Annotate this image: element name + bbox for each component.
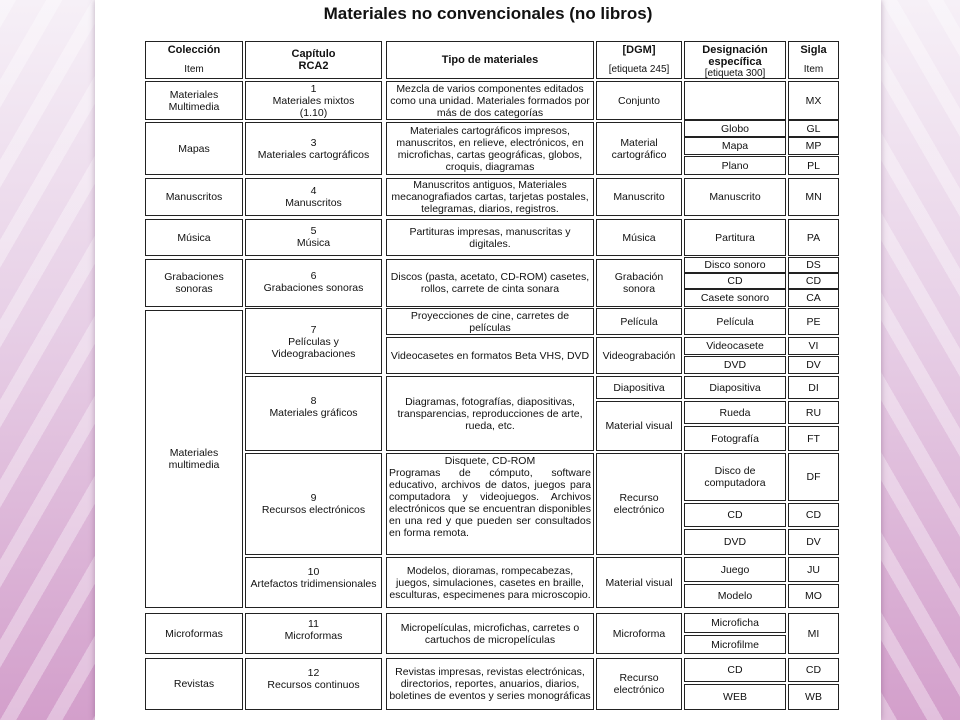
tipo-electronicos-title: Disquete, CD-ROM <box>444 455 536 467</box>
sigla-plano: PL <box>788 156 839 175</box>
capitulo-manuscritos <box>245 178 382 216</box>
capitulo-number: 8 <box>310 395 317 407</box>
capitulo-number: 7 <box>310 324 317 336</box>
designacion-globo: Globo <box>684 120 786 137</box>
designacion-modelo: Modelo <box>684 584 786 608</box>
coleccion-mapas: Mapas <box>145 122 243 175</box>
header-dgm <box>596 41 682 79</box>
sigla-cd: CD <box>788 273 839 289</box>
designacion-rueda: Rueda <box>684 401 786 424</box>
sigla-dvd: DV <box>788 529 839 555</box>
designacion-pelicula: Película <box>684 308 786 335</box>
capitulo-number: 5 <box>310 225 317 237</box>
sigla-casete-sonoro: CA <box>788 289 839 307</box>
sigla-disco-computadora: DF <box>788 453 839 501</box>
dgm-mixtos: Conjunto <box>596 81 682 120</box>
capitulo-number: 6 <box>310 270 317 282</box>
coleccion-musica: Música <box>145 219 243 256</box>
header-dgm-sub: [etiqueta 245] <box>608 64 670 75</box>
designacion-microfilme: Microfilme <box>684 635 786 654</box>
sigla-fotografia: FT <box>788 426 839 451</box>
capitulo-number: 11 <box>308 618 319 630</box>
capitulo-artefactos <box>245 557 382 608</box>
capitulo-name: Grabaciones sonoras <box>263 282 364 294</box>
capitulo-mapas <box>245 122 382 175</box>
tipo-graficos: Diagramas, fotografías, diapositivas, transparencias, reproducciones de arte, rueda, etc. <box>386 376 594 451</box>
capitulo-name: Materiales gráficos <box>269 407 358 419</box>
capitulo-number: 12 <box>307 667 320 679</box>
coleccion-mixtos: Materiales Multimedia <box>145 81 243 120</box>
capitulo-rule: (1.10) <box>299 107 328 119</box>
tipo-manuscritos: Manuscritos antiguos, Materiales mecanografiados cartas, tarjetas postales, telegramas, diarios, registros. <box>386 178 594 216</box>
capitulo-name: Música <box>296 237 331 249</box>
right-decorative-border <box>881 0 960 720</box>
tipo-microformas: Micropelículas, microfichas, carretes o cartuchos de micropelículas <box>386 613 594 654</box>
capitulo-number: 4 <box>310 185 317 197</box>
capitulo-musica <box>245 219 382 256</box>
designacion-microficha: Microficha <box>684 613 786 633</box>
capitulo-microformas <box>245 613 382 654</box>
sigla-partitura: PA <box>788 219 839 256</box>
tipo-electronicos-text: Programas de cómputo, software educativo, archivos de datos, juegos para computadora y videojuegos. Archivos electrónicos que se encuentran disponibles en una red y que pueden ser consultados en forma remota. <box>389 467 591 539</box>
header-sigla-sub: Item <box>803 64 824 75</box>
designacion-disco-computadora: Disco de computadora <box>684 453 786 501</box>
capitulo-name: Películas y Videograbaciones <box>271 336 356 360</box>
designacion-web: WEB <box>684 684 786 710</box>
sigla-mapa: MP <box>788 137 839 155</box>
header-coleccion-label: Colección <box>167 44 221 56</box>
dgm-musica: Música <box>596 219 682 256</box>
header-capitulo <box>245 41 382 79</box>
sigla-diapositiva: DI <box>788 376 839 399</box>
dgm-material-visual: Material visual <box>596 401 682 451</box>
capitulo-name: Materiales mixtos <box>272 95 355 107</box>
sigla-videocasete: VI <box>788 337 839 355</box>
left-decorative-border <box>0 0 95 720</box>
sigla-globo: GL <box>788 120 839 137</box>
tipo-grabaciones: Discos (pasta, acetato, CD-ROM) casetes, rollos, carrete de cinta sonara <box>386 259 594 307</box>
designacion-mixtos <box>684 81 786 120</box>
designacion-mapa: Mapa <box>684 137 786 155</box>
capitulo-grabaciones <box>245 259 382 307</box>
capitulo-peliculas <box>245 308 382 374</box>
designacion-disco-sonoro: Disco sonoro <box>684 257 786 273</box>
sigla-mixtos: MX <box>788 81 839 120</box>
capitulo-name: Recursos electrónicos <box>261 504 366 516</box>
header-designacion-sub: [etiqueta 300] <box>704 68 766 79</box>
sigla-disco-sonoro: DS <box>788 257 839 273</box>
designacion-dvd: DVD <box>684 356 786 374</box>
sigla-cd-revistas: CD <box>788 658 839 682</box>
sigla-pelicula: PE <box>788 308 839 335</box>
designacion-juego: Juego <box>684 557 786 582</box>
header-coleccion <box>145 41 243 79</box>
tipo-revistas: Revistas impresas, revistas electrónicas, directorios, reportes, anuarios, diarios, boletines de eventos y series monográficas <box>386 658 594 710</box>
tipo-mapas: Materiales cartográficos impresos, manuscritos, en relieve, electrónicos, en microfichas, cartas geográficas, globos, croquis, diagramas <box>386 122 594 175</box>
designacion-cd: CD <box>684 273 786 289</box>
sigla-modelo: MO <box>788 584 839 608</box>
sigla-dvd: DV <box>788 356 839 374</box>
coleccion-multimedia: Materiales multimedia <box>145 310 243 608</box>
sigla-rueda: RU <box>788 401 839 424</box>
capitulo-number: 9 <box>310 492 317 504</box>
dgm-grabaciones: Grabación sonora <box>596 259 682 307</box>
designacion-dvd: DVD <box>684 529 786 555</box>
tipo-videograbaciones: Videocasetes en formatos Beta VHS, DVD <box>386 337 594 374</box>
header-designacion <box>684 41 786 79</box>
coleccion-grabaciones: Grabaciones sonoras <box>145 259 243 307</box>
document-page <box>95 0 881 720</box>
dgm-pelicula: Película <box>596 308 682 335</box>
designacion-videocasete: Videocasete <box>684 337 786 355</box>
header-capitulo-sub: RCA2 <box>298 60 329 72</box>
tipo-electronicos <box>386 453 594 555</box>
dgm-mapas: Material cartográfico <box>596 122 682 175</box>
dgm-recurso-electronico: Recurso electrónico <box>596 453 682 555</box>
sigla-manuscrito: MN <box>788 178 839 216</box>
sigla-juego: JU <box>788 557 839 582</box>
capitulo-name: Recursos continuos <box>267 679 360 691</box>
coleccion-revistas: Revistas <box>145 658 243 710</box>
coleccion-manuscritos: Manuscritos <box>145 178 243 216</box>
sigla-cd: CD <box>788 503 839 527</box>
dgm-manuscritos: Manuscrito <box>596 178 682 216</box>
designacion-cd-revistas: CD <box>684 658 786 682</box>
header-sigla-label: Sigla <box>800 44 827 56</box>
capitulo-number: 10 <box>307 566 320 578</box>
page-title: Materiales no convencionales (no libros) <box>323 4 653 23</box>
capitulo-number: 3 <box>310 137 317 149</box>
designacion-casete-sonoro: Casete sonoro <box>684 289 786 307</box>
tipo-mixtos: Mezcla de varios componentes editados como una unidad. Materiales formados por más de dos categorías <box>386 81 594 120</box>
header-coleccion-sub: Item <box>184 64 204 75</box>
tipo-musica: Partituras impresas, manuscritas y digitales. <box>386 219 594 256</box>
dgm-videograbacion: Videograbación <box>596 337 682 374</box>
dgm-microforma: Microforma <box>596 613 682 654</box>
capitulo-revistas <box>245 658 382 710</box>
header-tipo: Tipo de materiales <box>386 41 594 79</box>
designacion-cd: CD <box>684 503 786 527</box>
dgm-diapositiva: Diapositiva <box>596 376 682 399</box>
sigla-web: WB <box>788 684 839 710</box>
header-sigla <box>788 41 839 79</box>
header-dgm-label: [DGM] <box>622 44 656 56</box>
capitulo-mixtos <box>245 81 382 120</box>
capitulo-name: Microformas <box>284 630 343 642</box>
capitulo-graficos <box>245 376 382 451</box>
dgm-recurso-electronico-revistas: Recurso electrónico <box>596 658 682 710</box>
tipo-peliculas-cine: Proyecciones de cine, carretes de películas <box>386 308 594 335</box>
designacion-manuscrito: Manuscrito <box>684 178 786 216</box>
dgm-material-visual-artefactos: Material visual <box>596 557 682 608</box>
designacion-plano: Plano <box>684 156 786 175</box>
header-capitulo-label: Capítulo <box>291 48 336 60</box>
capitulo-electronicos <box>245 453 382 555</box>
sigla-microformas: MI <box>788 613 839 654</box>
tipo-artefactos: Modelos, dioramas, rompecabezas, juegos, simulaciones, casetes en braille, esculturas, especimenes para microscopio. <box>386 557 594 608</box>
designacion-partitura: Partitura <box>684 219 786 256</box>
designacion-fotografia: Fotografía <box>684 426 786 451</box>
capitulo-name: Artefactos tridimensionales <box>250 578 377 590</box>
capitulo-name: Materiales cartográficos <box>257 149 370 161</box>
header-designacion-label: Designación específica <box>702 44 768 68</box>
capitulo-number: 1 <box>310 83 317 95</box>
designacion-diapositiva: Diapositiva <box>684 376 786 399</box>
capitulo-name: Manuscritos <box>285 197 342 209</box>
coleccion-microformas: Microformas <box>145 613 243 654</box>
